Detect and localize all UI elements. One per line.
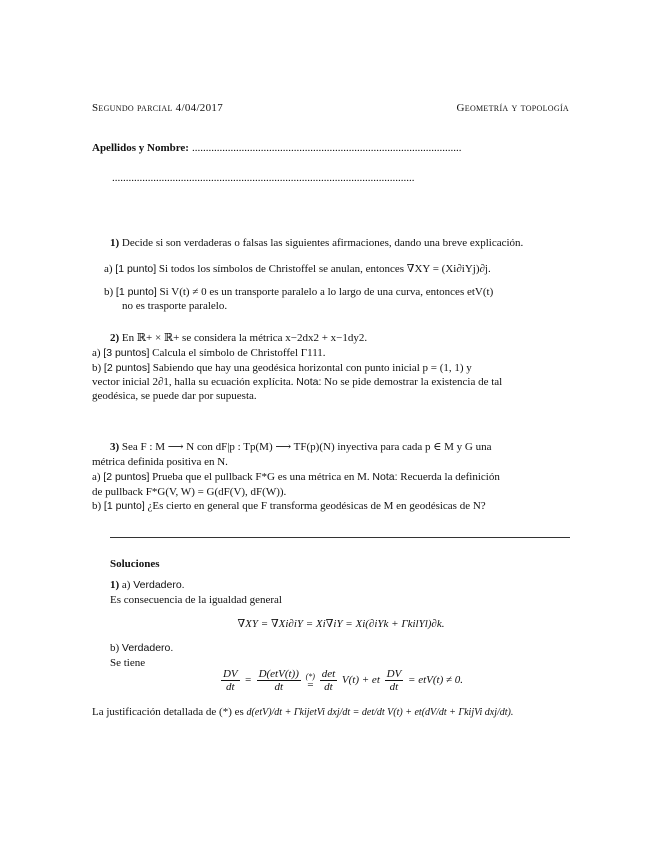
justification-line [92, 705, 572, 720]
header-right: Geometría y topología [456, 102, 569, 114]
eq-frac-dv-dt-2 [385, 668, 404, 693]
problem-1a-points: [1 punto] [115, 263, 157, 275]
problem-1b-text-continued: no es trasporte paralelo. [122, 300, 228, 312]
problem-1a-text: Si todos los símbolos de Christoffel se anulan, entonces ∇XY = (Xi∂iYj)∂j. [158, 263, 491, 275]
problem-2b-points: [2 puntos] [103, 362, 151, 374]
solution-1b-text: Se tiene [110, 657, 146, 669]
problem-2a-label: a) [92, 347, 101, 359]
problem-3a-text: Prueba que el pullback F*G es una métrica en M. [152, 471, 370, 483]
name-field [92, 141, 570, 156]
solution-1a-text: Es consecuencia de la igualdad general [110, 594, 282, 606]
eq-tail: = etV(t) ≠ 0. [408, 674, 464, 687]
problem-3-number: 3) [110, 441, 120, 453]
problem-1-statement: Decide si son verdaderas o falsas las siguientes afirmaciones, dando una breve explicación. [121, 237, 524, 249]
eq-frac-3-den: dt [324, 681, 333, 693]
eq-middle-term: V(t) + et [341, 674, 380, 687]
problem-3b [92, 499, 570, 514]
name-dots-second-line: .............................................................................................................. [112, 172, 415, 184]
justification-equation: d(etV)/dt + ΓkijetVi dxj/dt = det/dt V(t) + et(dV/dt + ΓkijVi dxj/dt). [246, 707, 514, 718]
header-left: Segundo parcial 4/04/2017 [92, 102, 223, 114]
problem-1a-label: a) [104, 263, 113, 275]
eq-frac-2-num: D(etV(t)) [258, 668, 299, 680]
problem-1a [104, 262, 572, 277]
problem-2b-text-3: geodésica, se puede dar por supuesta. [92, 390, 257, 402]
problem-1b-text: Si V(t) ≠ 0 es un transporte paralelo a lo largo de una curva, entonces etV(t) [159, 286, 494, 298]
problem-2a-points: [3 puntos] [103, 347, 150, 359]
problem-2 [110, 331, 572, 346]
problem-2-number: 2) [110, 332, 120, 344]
problem-2b [92, 361, 570, 376]
problem-2b-line2 [92, 375, 570, 390]
problem-2b-text: Sabiendo que hay una geodésica horizontal con punto inicial p = (1, 1) y [152, 362, 472, 374]
solution-1b-heading [110, 641, 173, 656]
solution-1a-label: a) [121, 579, 131, 591]
problem-3b-points: [1 punto] [103, 500, 145, 512]
section-divider [110, 537, 570, 538]
problem-3b-label: b) [92, 500, 102, 512]
problem-1b [104, 285, 572, 300]
problem-2a-text: Calcula el símbolo de Christoffel Γ111. [152, 347, 326, 359]
problem-3a-note: Recuerda la definición [400, 471, 500, 483]
problem-1b-points: [1 punto] [115, 286, 157, 298]
problem-2b-label: b) [92, 362, 102, 374]
eq-frac-dv-dt [221, 668, 240, 693]
name-label: Apellidos y Nombre: [92, 142, 189, 154]
problem-2b-text-2: vector inicial 2∂1, halla su ecuación explícita. [92, 376, 294, 388]
problem-2b-note-label: Nota: [296, 376, 322, 388]
eq-frac-4-den: dt [389, 681, 399, 693]
solutions-title: Soluciones [110, 558, 160, 570]
problem-3a-note-label: Nota: [372, 471, 398, 483]
problem-3b-text: ¿Es cierto en general que F transforma geodésicas de M en geodésicas de N? [147, 500, 486, 512]
eq-frac-1-num: DV [222, 668, 238, 680]
eq-frac-2-den: dt [274, 681, 283, 693]
solution-1-number: 1) [110, 579, 120, 591]
problem-3 [110, 440, 572, 455]
solution-1a-verdict: Verdadero. [133, 579, 185, 591]
problem-2b-note: No se pide demostrar la existencia de tal [324, 376, 503, 388]
eq-frac-4-num: DV [386, 668, 402, 680]
problem-3a [92, 470, 570, 485]
solution-1b-verdict: Verdadero. [121, 642, 174, 654]
problem-1-number: 1) [110, 237, 120, 249]
solution-1a-heading [110, 578, 185, 593]
problem-1 [110, 236, 572, 251]
eq-frac-d-etv [257, 668, 301, 693]
eq-frac-3-num: det [321, 668, 336, 680]
problem-3a-text-2: de pullback F*G(V, W) = G(dF(V), dF(W)). [92, 486, 287, 498]
problem-3a-label: a) [92, 471, 101, 483]
problem-2-statement: En ℝ+ × ℝ+ se considera la métrica x−2dx2 + x−1dy2. [121, 332, 368, 344]
problem-3-statement: Sea F : M ⟶ N con dF|p : Tp(M) ⟶ TF(p)(N) inyectiva para cada p ∈ M y G una [121, 441, 492, 453]
problem-2a [92, 346, 570, 361]
problem-3a-points: [2 puntos] [103, 471, 150, 483]
name-dots: .................................................................................................. [191, 142, 462, 154]
solution-1b-equation: $\frac{DV}{dt}$ = $\frac{\text{D(etV(t))}}{dt}$ (*) = $\frac{\det}{dt}$ V(t) + et $\frac{DV}{dt}$ = etV(t) ≠ 0. [222, 668, 464, 693]
justification-text: La justificación detallada de (*) es [92, 706, 244, 718]
problem-1b-label: b) [104, 286, 114, 298]
eq-frac-1-den: dt [226, 681, 235, 693]
eq-frac-det-dt [320, 668, 337, 693]
solution-1b-label: b) [110, 642, 120, 654]
eq-star-mark: (*) [305, 671, 315, 681]
problem-3-statement-continued: métrica definida positiva en N. [92, 456, 228, 468]
solution-1a-equation: ∇XY = ∇Xi∂iY = Xi∇iY = Xi(∂iYk + ΓkilYl)∂k. [237, 618, 445, 630]
